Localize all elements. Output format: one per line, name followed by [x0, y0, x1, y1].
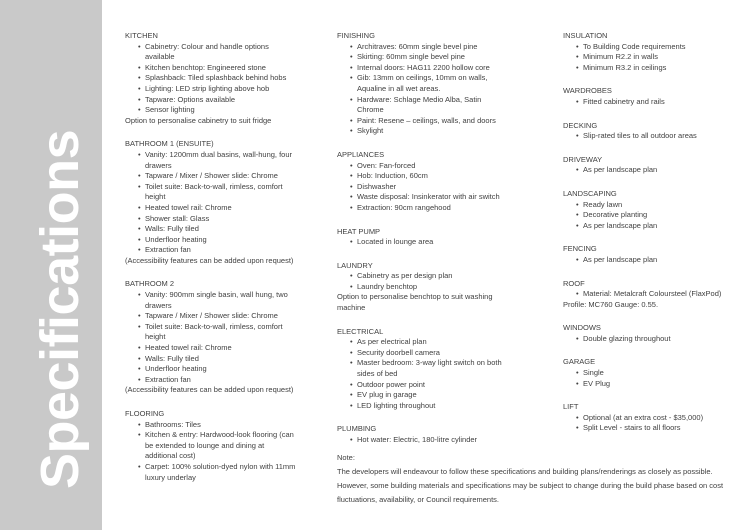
- bullet-dot-icon: •: [350, 126, 353, 136]
- bullet-dot-icon: •: [138, 353, 141, 363]
- section-note: Profile: MC760 Gauge: 0.55.: [563, 299, 659, 309]
- bullet-item: [563, 368, 743, 379]
- bullet-dot-icon: •: [138, 73, 141, 83]
- bullet-dot-icon: •: [576, 165, 579, 175]
- section-plumbing: [337, 424, 509, 445]
- section-electrical: [337, 327, 509, 412]
- bullet-text: Underfloor heating: [145, 234, 207, 244]
- bullet-text: Optional (at an extra cost - $35,000): [583, 412, 704, 422]
- bullet-item: [125, 203, 297, 214]
- section-heading: HEAT PUMP: [337, 226, 381, 236]
- bullet-item: [337, 95, 509, 116]
- bullet-text: To Building Code requirements: [583, 41, 686, 51]
- section-garage: [563, 357, 743, 389]
- bullet-dot-icon: •: [138, 213, 141, 223]
- section-laundry: [337, 261, 509, 314]
- bullet-dot-icon: •: [350, 160, 353, 170]
- bullet-text: EV Plug: [583, 378, 611, 388]
- bullet-text: Dishwasher: [357, 181, 397, 191]
- bullet-text: Internal doors: HAG11 2200 hollow core: [357, 62, 490, 72]
- section-fencing: [563, 244, 743, 265]
- bullet-text: Decorative planting: [583, 210, 648, 220]
- bullet-dot-icon: •: [576, 199, 579, 209]
- bullet-item: [337, 348, 509, 359]
- bullet-item: [563, 131, 743, 142]
- section-heading: DRIVEWAY: [563, 154, 603, 164]
- bullet-text: Oven: Fan-forced: [357, 160, 416, 170]
- bullet-dot-icon: •: [138, 245, 141, 255]
- section-lift: [563, 402, 743, 434]
- bullet-item: [563, 255, 743, 266]
- bullet-item: [125, 84, 297, 95]
- bullet-dot-icon: •: [350, 115, 353, 125]
- bullet-item: [563, 210, 743, 221]
- bullet-dot-icon: •: [576, 62, 579, 72]
- bullet-text: Located in lounge area: [357, 237, 434, 247]
- bullet-item: [337, 161, 509, 172]
- bullet-text: Gib: 13mm on ceilings, 10mm on walls, Aqualine in all wet areas.: [357, 73, 488, 93]
- section-heading: DECKING: [563, 120, 598, 130]
- bullet-text: Bathrooms: Tiles: [145, 419, 201, 429]
- bullet-dot-icon: •: [576, 52, 579, 62]
- bullet-text: Vanity: 900mm single basin, wall hung, two drawers: [145, 290, 288, 310]
- section-heading: FINISHING: [337, 31, 375, 40]
- bullet-item: [563, 289, 743, 300]
- bullet-dot-icon: •: [576, 289, 579, 299]
- bullet-dot-icon: •: [138, 374, 141, 384]
- note-text: The developers will endeavour to follow these specifications and building plans/renderings as closely as possible. However, some building materials and specifications may be subject to change during the build phase based on cost fluctuations, availability, or Council requirements.: [337, 466, 724, 504]
- bullet-item: [125, 214, 297, 225]
- bullet-dot-icon: •: [138, 181, 141, 191]
- bullet-dot-icon: •: [350, 41, 353, 51]
- bullet-item: [125, 73, 297, 84]
- bullet-item: [337, 435, 509, 446]
- bullet-dot-icon: •: [350, 237, 353, 247]
- bullet-item: [125, 150, 297, 171]
- bullet-dot-icon: •: [138, 83, 141, 93]
- bullet-item: [337, 237, 509, 248]
- bullet-text: As per landscape plan: [583, 165, 658, 175]
- bullet-item: [337, 271, 509, 282]
- bullet-dot-icon: •: [350, 171, 353, 181]
- section-heading: WINDOWS: [563, 323, 601, 333]
- note-label: Note:: [337, 453, 355, 462]
- bullet-item: [125, 343, 297, 354]
- bullet-text: Underfloor heating: [145, 364, 207, 374]
- column-3: [563, 27, 743, 447]
- bullet-dot-icon: •: [138, 364, 141, 374]
- section-heat-pump: [337, 227, 509, 248]
- bullet-text: EV plug in garage: [357, 390, 417, 400]
- section-bathroom-2: [125, 279, 297, 396]
- bullet-item: [125, 311, 297, 322]
- bullet-dot-icon: •: [576, 378, 579, 388]
- section-note: Option to personalise cabinetry to suit fridge: [125, 115, 272, 125]
- bullet-item: [563, 200, 743, 211]
- section-decking: [563, 121, 743, 142]
- bullet-text: Vanity: 1200mm dual basins, wall-hung, four drawers: [145, 149, 293, 170]
- bullet-item: [337, 390, 509, 401]
- bullet-dot-icon: •: [138, 62, 141, 72]
- bullet-item: [125, 182, 297, 203]
- bullet-item: [125, 420, 297, 431]
- bullet-text: As per electrical plan: [357, 337, 427, 347]
- bullet-item: [337, 182, 509, 193]
- bullet-text: Lighting: LED strip lighting above hob: [145, 83, 270, 93]
- bullet-text: Skirting: 60mm single bevel pine: [357, 52, 465, 62]
- bullet-text: Paint: Resene – ceilings, walls, and doors: [357, 115, 496, 125]
- bullet-text: Walls: Fully tiled: [145, 224, 199, 234]
- bullet-item: [125, 235, 297, 246]
- bullet-text: Tapware: Options available: [145, 94, 236, 104]
- bullet-dot-icon: •: [350, 181, 353, 191]
- bullet-dot-icon: •: [576, 96, 579, 106]
- bullet-item: [563, 97, 743, 108]
- bullet-item: [563, 52, 743, 63]
- bullet-dot-icon: •: [576, 220, 579, 230]
- bullet-text: Extraction fan: [145, 374, 191, 384]
- bullet-dot-icon: •: [350, 52, 353, 62]
- bullet-text: Shower stall: Glass: [145, 213, 210, 223]
- bullet-item: [563, 334, 743, 345]
- bullet-dot-icon: •: [350, 379, 353, 389]
- section-windows: [563, 323, 743, 344]
- section-note: Option to personalise benchtop to suit washing machine: [337, 292, 493, 313]
- bullet-item: [337, 42, 509, 53]
- bullet-item: [337, 126, 509, 137]
- bullet-text: Heated towel rail: Chrome: [145, 343, 232, 353]
- bullet-item: [125, 63, 297, 74]
- column-2: [337, 27, 509, 459]
- bullet-item: [337, 171, 509, 182]
- section-appliances: [337, 150, 509, 214]
- bullet-dot-icon: •: [350, 62, 353, 72]
- section-landscaping: [563, 189, 743, 231]
- bullet-dot-icon: •: [576, 412, 579, 422]
- bullet-item: [125, 290, 297, 311]
- bullet-dot-icon: •: [138, 224, 141, 234]
- bullet-dot-icon: •: [350, 192, 353, 202]
- section-heading: LAUNDRY: [337, 260, 373, 270]
- bullet-text: As per landscape plan: [583, 220, 658, 230]
- bullet-dot-icon: •: [138, 41, 141, 51]
- bullet-dot-icon: •: [350, 73, 353, 83]
- bullet-text: Waste disposal: Insinkerator with air switch: [357, 192, 500, 202]
- bullet-text: Single: [583, 368, 604, 378]
- bullet-text: Tapware / Mixer / Shower slide: Chrome: [145, 171, 278, 181]
- bullet-dot-icon: •: [138, 461, 141, 471]
- section-insulation: [563, 31, 743, 73]
- bullet-item: [125, 95, 297, 106]
- section-note: (Accessibility features can be added upon request): [125, 255, 294, 265]
- bullet-text: Slip-rated tiles to all outdoor areas: [583, 131, 697, 141]
- bullet-item: [337, 73, 509, 94]
- section-heading: GARAGE: [563, 357, 596, 367]
- bullet-item: [125, 105, 297, 116]
- section-heading: LANDSCAPING: [563, 188, 617, 198]
- section-bathroom-1-ensuite: [125, 139, 297, 266]
- bullet-item: [125, 364, 297, 375]
- bullet-dot-icon: •: [138, 234, 141, 244]
- bullet-dot-icon: •: [576, 254, 579, 264]
- section-finishing: [337, 31, 509, 137]
- section-heading: BATHROOM 1 (ENSUITE): [125, 139, 214, 149]
- bullet-dot-icon: •: [350, 281, 353, 291]
- bullet-item: [337, 52, 509, 63]
- bullet-text: Split Level - stairs to all floors: [583, 423, 681, 433]
- bullet-text: Architraves: 60mm single bevel pine: [357, 41, 478, 51]
- bullet-text: Cabinetry as per design plan: [357, 271, 453, 281]
- section-heading: BATHROOM 2: [125, 279, 175, 289]
- bullet-item: [563, 63, 743, 74]
- bullet-item: [125, 224, 297, 235]
- section-heading: WARDROBES: [563, 86, 612, 96]
- section-heading: ROOF: [563, 278, 585, 288]
- bullet-text: Outdoor power point: [357, 379, 425, 389]
- page-title: Specifications: [30, 129, 90, 489]
- bullet-item: [563, 423, 743, 434]
- bullet-item: [337, 337, 509, 348]
- bullet-item: [563, 413, 743, 424]
- section-kitchen: [125, 31, 297, 126]
- bullet-item: [125, 245, 297, 256]
- bullet-item: [337, 401, 509, 412]
- bullet-dot-icon: •: [350, 390, 353, 400]
- bullet-item: [337, 380, 509, 391]
- bullet-text: LED lighting throughout: [357, 400, 436, 410]
- bullet-dot-icon: •: [350, 400, 353, 410]
- bullet-text: Kitchen & entry: Hardwood-look flooring (can be extended to lounge and dining at additional cost): [145, 430, 294, 461]
- bullet-item: [563, 42, 743, 53]
- bullet-dot-icon: •: [138, 343, 141, 353]
- bullet-text: Walls: Fully tiled: [145, 353, 199, 363]
- bullet-dot-icon: •: [350, 358, 353, 368]
- bullet-text: Minimum R2.2 in walls: [583, 52, 659, 62]
- bullet-dot-icon: •: [350, 271, 353, 281]
- bullet-dot-icon: •: [138, 105, 141, 115]
- bullet-item: [125, 462, 297, 483]
- bullet-item: [337, 358, 509, 379]
- bullet-item: [563, 379, 743, 390]
- bullet-item: [125, 375, 297, 386]
- bullet-text: Security doorbell camera: [357, 347, 440, 357]
- bullet-dot-icon: •: [576, 423, 579, 433]
- bullet-text: Double glazing throughout: [583, 333, 671, 343]
- bullet-text: Minimum R3.2 in ceilings: [583, 62, 667, 72]
- bullet-text: Sensor lighting: [145, 105, 195, 115]
- bullet-text: Laundry benchtop: [357, 281, 418, 291]
- bullet-item: [125, 430, 297, 462]
- bullet-item: [337, 116, 509, 127]
- bullet-text: Extraction: 90cm rangehood: [357, 202, 451, 212]
- bullet-dot-icon: •: [138, 149, 141, 159]
- bullet-item: [563, 165, 743, 176]
- section-flooring: [125, 409, 297, 483]
- section-heading: FENCING: [563, 244, 597, 254]
- bullet-item: [125, 354, 297, 365]
- bullet-item: [337, 63, 509, 74]
- bullet-item: [125, 171, 297, 182]
- bullet-dot-icon: •: [138, 311, 141, 321]
- bullet-item: [125, 42, 297, 63]
- section-heading: LIFT: [563, 402, 579, 412]
- bullet-text: Material: Metalcraft Coloursteel (FlaxPod): [583, 289, 722, 299]
- bullet-item: [337, 203, 509, 214]
- bullet-dot-icon: •: [138, 321, 141, 331]
- bullet-dot-icon: •: [350, 337, 353, 347]
- bullet-item: [337, 192, 509, 203]
- bullet-text: As per landscape plan: [583, 254, 658, 264]
- bullet-text: Heated towel rail: Chrome: [145, 202, 232, 212]
- bullet-dot-icon: •: [138, 290, 141, 300]
- bullet-text: Cabinetry: Colour and handle options available: [145, 41, 269, 62]
- section-heading: ELECTRICAL: [337, 326, 384, 336]
- section-heading: APPLIANCES: [337, 149, 385, 159]
- bullet-dot-icon: •: [576, 368, 579, 378]
- bullet-text: Extraction fan: [145, 245, 191, 255]
- column-1: [125, 27, 297, 496]
- bullet-dot-icon: •: [576, 210, 579, 220]
- bullet-text: Hardware: Schlage Medio Alba, Satin Chrome: [357, 94, 482, 115]
- section-heading: INSULATION: [563, 31, 608, 40]
- section-note: (Accessibility features can be added upon request): [125, 385, 294, 395]
- bullet-dot-icon: •: [138, 202, 141, 212]
- bullet-dot-icon: •: [350, 94, 353, 104]
- bullet-item: [125, 322, 297, 343]
- section-wardrobes: [563, 86, 743, 107]
- bullet-text: Hot water: Electric, 180-litre cylinder: [357, 435, 478, 444]
- section-heading: FLOORING: [125, 409, 165, 418]
- bullet-dot-icon: •: [350, 347, 353, 357]
- section-heading: KITCHEN: [125, 31, 158, 40]
- bullet-dot-icon: •: [138, 171, 141, 181]
- bullet-dot-icon: •: [138, 430, 141, 440]
- section-driveway: [563, 155, 743, 176]
- bullet-text: Fitted cabinetry and rails: [583, 96, 665, 106]
- bullet-text: Toilet suite: Back-to-wall, rimless, comfort height: [145, 181, 283, 202]
- bullet-text: Ready lawn: [583, 199, 623, 209]
- sidebar: [0, 0, 102, 530]
- bullet-text: Master bedroom: 3-way light switch on both sides of bed: [357, 358, 502, 379]
- bullet-text: Kitchen benchtop: Engineered stone: [145, 62, 266, 72]
- bullet-text: Toilet suite: Back-to-wall, rimless, comfort height: [145, 321, 283, 342]
- bullet-dot-icon: •: [138, 94, 141, 104]
- section-roof: [563, 279, 743, 311]
- disclaimer-note: [337, 451, 734, 507]
- bullet-dot-icon: •: [350, 435, 353, 444]
- bullet-item: [337, 282, 509, 293]
- bullet-text: Splashback: Tiled splashback behind hobs: [145, 73, 287, 83]
- bullet-text: Carpet: 100% solution-dyed nylon with 11mm luxury underlay: [145, 461, 296, 482]
- bullet-dot-icon: •: [576, 333, 579, 343]
- bullet-item: [563, 221, 743, 232]
- bullet-dot-icon: •: [138, 419, 141, 429]
- bullet-text: Tapware / Mixer / Shower slide: Chrome: [145, 311, 278, 321]
- bullet-dot-icon: •: [350, 202, 353, 212]
- bullet-text: Skylight: [357, 126, 384, 136]
- bullet-dot-icon: •: [576, 131, 579, 141]
- bullet-dot-icon: •: [576, 41, 579, 51]
- bullet-text: Hob: Induction, 60cm: [357, 171, 428, 181]
- section-heading: PLUMBING: [337, 424, 377, 434]
